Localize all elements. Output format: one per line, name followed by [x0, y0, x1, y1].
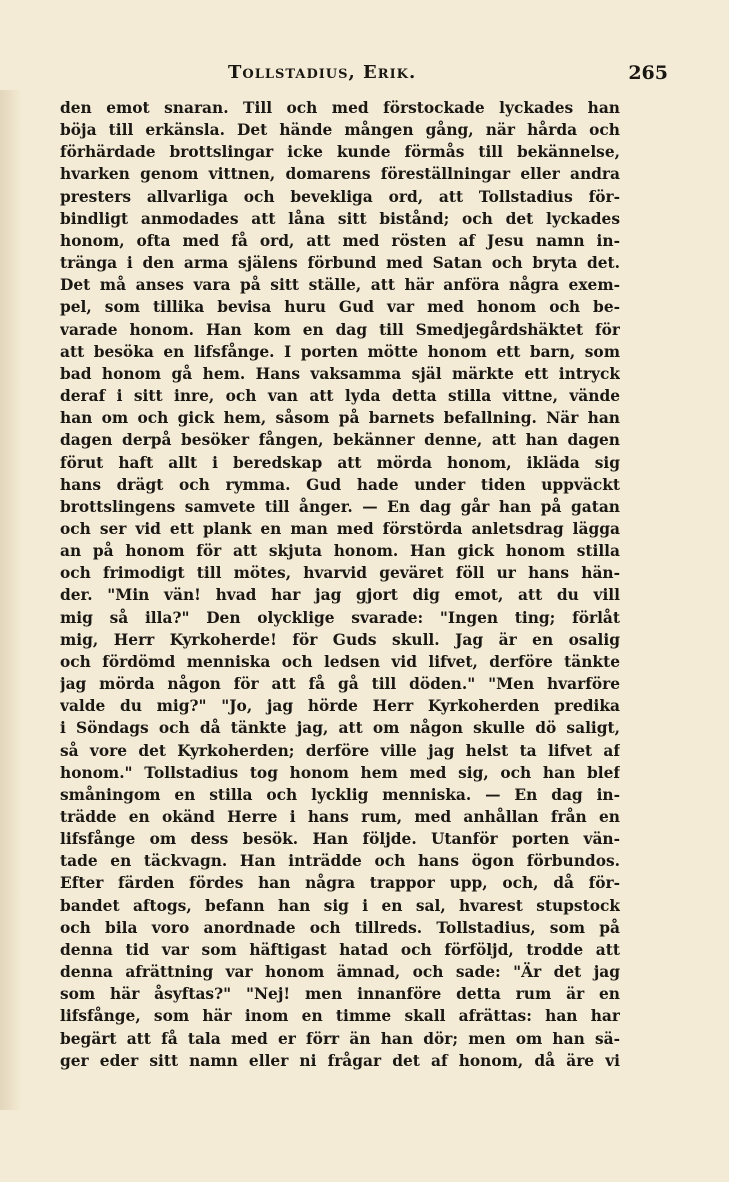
- text-line: brottslingens samvete till ånger. — En dag går han på gatan: [60, 497, 620, 516]
- text-line: honom." Tollstadius tog honom hem med sig, och han blef: [60, 763, 620, 782]
- text-line: och bila voro anordnade och tillreds. Tollstadius, som på: [60, 918, 620, 937]
- text-line: der. "Min vän! hvad har jag gjort dig emot, att du vill: [60, 586, 620, 605]
- text-line: så vore det Kyrkoherden; derföre ville jag helst ta lifvet af: [60, 741, 620, 760]
- text-line: Efter färden fördes han några trappor upp, och, då för-: [60, 874, 620, 893]
- text-line: tade en täckvagn. Han inträdde och hans ögon förbundos.: [60, 852, 620, 871]
- text-line: mig så illa?" Den olycklige svarade: "Ingen ting; förlåt: [60, 608, 620, 627]
- text-line: denna tid var som häftigast hatad och förföljd, trodde att: [60, 940, 620, 959]
- page-header: [58, 62, 668, 92]
- text-line: valde du mig?" "Jo, jag hörde Herr Kyrkoherden predika: [60, 697, 620, 716]
- text-line: deraf i sitt inre, och van att lyda detta stilla vittne, vände: [60, 387, 620, 406]
- text-line: denna afrättning var honom ämnad, och sade: "Är det jag: [60, 963, 620, 982]
- text-line: att besöka en lifsfånge. I porten mötte honom ett barn, som: [60, 342, 620, 361]
- text-line: han om och gick hem, såsom på barnets befallning. När han: [60, 409, 620, 428]
- text-line: hans drägt och rymma. Gud hade under tiden uppväckt: [60, 475, 620, 494]
- body-text: [60, 97, 620, 1072]
- text-line: begärt att få tala med er förr än han dör; men om han sä-: [60, 1029, 620, 1048]
- page-number: 265: [628, 62, 668, 84]
- text-line: honom, ofta med få ord, att med rösten af Jesu namn in-: [60, 231, 620, 250]
- text-line: ger eder sitt namn eller ni frågar det af honom, då äre vi: [60, 1051, 620, 1070]
- page-gutter: [0, 90, 22, 1110]
- text-line: an på honom för att skjuta honom. Han gick honom stilla: [60, 542, 620, 561]
- text-line: förhärdade brottslingar icke kunde förmås till bekännelse,: [60, 143, 620, 162]
- text-line: dagen derpå besöker fången, bekänner denne, att han dagen: [60, 431, 620, 450]
- text-line: jag mörda någon för att få gå till döden." "Men hvarföre: [60, 675, 620, 694]
- text-line: mig, Herr Kyrkoherde! för Guds skull. Jag är en osalig: [60, 630, 620, 649]
- text-line: böja till erkänsla. Det hände mången gång, när hårda och: [60, 121, 620, 140]
- text-line: bandet aftogs, befann han sig i en sal, hvarest stupstock: [60, 896, 620, 915]
- text-line: varade honom. Han kom en dag till Smedjegårdshäktet för: [60, 320, 620, 339]
- text-line: lifsfånge, som här inom en timme skall afrättas: han har: [60, 1007, 620, 1026]
- text-line: småningom en stilla och lycklig menniska. — En dag in-: [60, 785, 620, 804]
- text-line: och fördömd menniska och ledsen vid lifvet, derföre tänkte: [60, 652, 620, 671]
- text-line: i Söndags och då tänkte jag, att om någon skulle dö saligt,: [60, 719, 620, 738]
- text-line: förut haft allt i beredskap att mörda honom, ikläda sig: [60, 453, 620, 472]
- text-line: och frimodigt till mötes, hvarvid geväret föll ur hans hän-: [60, 564, 620, 583]
- text-line: hvarken genom vittnen, domarens föreställningar eller andra: [60, 165, 620, 184]
- running-head: Tollstadius, Erik.: [228, 62, 417, 83]
- text-line: pel, som tillika bevisa huru Gud var med honom och be-: [60, 298, 620, 317]
- text-line: tränga i den arma själens förbund med Satan och bryta det.: [60, 254, 620, 273]
- text-line: trädde en okänd Herre i hans rum, med anhållan från en: [60, 808, 620, 826]
- text-line: Det må anses vara på sitt ställe, att här anföra några exem-: [60, 276, 620, 295]
- text-line: och ser vid ett plank en man med förstörda anletsdrag lägga: [60, 519, 620, 538]
- text-line: presters allvarliga och bevekliga ord, att Tollstadius för-: [60, 187, 620, 206]
- text-line: den emot snaran. Till och med förstockade lyckades han: [60, 99, 620, 117]
- text-line: som här åsyftas?" "Nej! men innanföre detta rum är en: [60, 985, 620, 1004]
- text-line: bindligt anmodades att låna sitt bistånd; och det lyckades: [60, 209, 620, 228]
- text-line: lifsfånge om dess besök. Han följde. Utanför porten vän-: [60, 830, 620, 849]
- text-line: bad honom gå hem. Hans vaksamma själ märkte ett intryck: [60, 364, 620, 383]
